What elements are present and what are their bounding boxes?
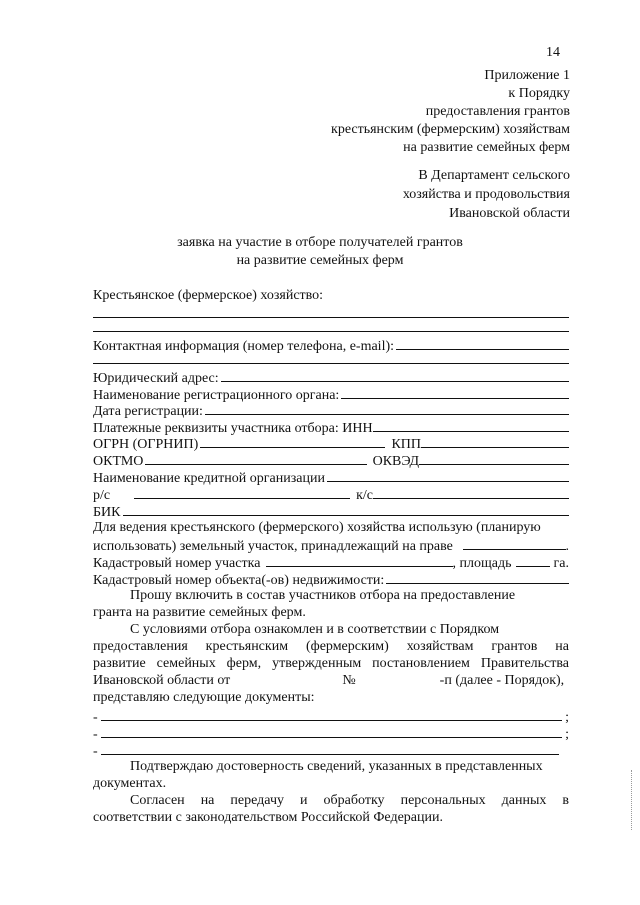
consent-line-1: Согласен на передачу и обработку персональных данных в [130, 793, 569, 808]
contact-input-line[interactable] [396, 336, 569, 350]
appendix-line: на развитие семейных ферм [403, 140, 570, 155]
ogrn-label: ОГРН (ОГРНИП) [93, 437, 199, 452]
land-right-input[interactable] [463, 536, 566, 550]
cadastral-label: Кадастровый номер участка [93, 556, 261, 571]
ha-label: га. [553, 556, 569, 571]
reg-authority-input[interactable] [341, 385, 569, 399]
conditions-region: Ивановской области от [93, 673, 231, 688]
conditions-tail: -п (далее - Порядок), [439, 673, 565, 688]
conditions-line-4 [93, 672, 569, 689]
land-line-1 [93, 519, 569, 536]
document-semicolon: ; [565, 727, 569, 742]
appendix-line: крестьянским (фермерским) хозяйствам [331, 122, 570, 137]
land-text-2: использовать) земельный участок, принадлежащий на праве [93, 539, 453, 554]
kpp-input[interactable] [421, 434, 569, 448]
conditions-line-3: развитие семейных ферм, утвержденным постановлением Правительства [93, 656, 569, 671]
consent-line-2: соответствии с законодательством Российской Федерации. [93, 810, 443, 825]
appendix-line: предоставления грантов [425, 104, 570, 119]
request-line-2: гранта на развитие семейных ферм. [93, 605, 306, 620]
oktmo-label: ОКТМО [93, 454, 144, 469]
farm-input-line-1[interactable] [93, 317, 569, 318]
reg-date-input[interactable] [205, 401, 569, 415]
addressee-line: В Департамент сельского [418, 168, 570, 183]
bank-name-input[interactable] [327, 468, 569, 482]
area-input[interactable] [516, 553, 550, 567]
document-semicolon: ; [565, 710, 569, 725]
addressee-line: хозяйства и продовольствия [402, 187, 570, 202]
ks-input[interactable] [373, 485, 569, 499]
bik-label: БИК [93, 505, 121, 520]
area-label: , площадь [452, 556, 512, 571]
conditions-paragraph [93, 621, 569, 706]
reg-authority-label: Наименование регистрационного органа: [93, 388, 340, 403]
confirm-line-1: Подтверждаю достоверность сведений, указанных в представленных [130, 759, 543, 774]
document-title [0, 234, 640, 270]
appendix-line: Приложение 1 [484, 68, 570, 83]
land-text-1: Для ведения крестьянского (фермерского) хозяйства использую (планирую [93, 520, 541, 535]
bik-input[interactable] [123, 502, 570, 516]
title-line-1: заявка на участие в отборе получателей грантов [177, 235, 463, 250]
farm-input-line-2[interactable] [93, 331, 569, 332]
document-dash: - [93, 744, 98, 759]
kpp-label: КПП [391, 437, 421, 452]
document-dash: - [93, 710, 98, 725]
title-line-2: на развитие семейных ферм [236, 253, 404, 268]
document-input[interactable] [101, 741, 559, 755]
cadastral-objects-label: Кадастровый номер объекта(-ов) недвижимости: [93, 573, 385, 588]
request-paragraph [93, 587, 569, 621]
oktmo-input[interactable] [145, 451, 366, 465]
cadastral-input[interactable] [266, 553, 452, 567]
addressee-line: Ивановской области [449, 206, 570, 221]
ks-label: к/с [356, 488, 373, 503]
conditions-line-2: предоставления крестьянским (фермерским) хозяйствам грантов на [93, 639, 569, 654]
consent-paragraph [93, 792, 569, 826]
cadastral-objects-input[interactable] [386, 570, 569, 584]
scan-edge-mark [631, 770, 636, 830]
request-line-1 [93, 587, 569, 604]
okved-label: ОКВЭД [372, 454, 419, 469]
legal-address-label: Юридический адрес: [93, 371, 219, 386]
conditions-line-5: представляю следующие документы: [93, 690, 315, 705]
request-text-1: Прошу включить в состав участников отбора на предоставление [130, 588, 516, 603]
farm-field-row [93, 287, 569, 304]
confirm-line-2: документах. [93, 776, 167, 791]
land-period: . [565, 539, 569, 554]
inn-input[interactable] [373, 418, 569, 432]
ogrn-input[interactable] [200, 434, 385, 448]
number-sign: № [342, 673, 356, 688]
document-dash: - [93, 727, 98, 742]
legal-address-input[interactable] [221, 368, 569, 382]
bank-name-label: Наименование кредитной организации [93, 471, 325, 486]
rs-label: р/с [93, 488, 111, 503]
contact-label: Контактная информация (номер телефона, e-mail): [93, 339, 395, 354]
document-input[interactable] [101, 707, 562, 721]
rs-input[interactable] [134, 485, 350, 499]
confirm-paragraph [93, 758, 569, 792]
farm-label: Крестьянское (фермерское) хозяйство: [93, 288, 324, 303]
payment-details-label: Платежные реквизиты участника отбора: ИНН [93, 421, 373, 436]
contact-input-line-2[interactable] [93, 363, 569, 364]
appendix-line: к Порядку [508, 86, 570, 101]
addressee-block [250, 166, 570, 223]
appendix-header [250, 67, 570, 157]
page-number: 14 [546, 45, 560, 60]
conditions-line-1: С условиями отбора ознакомлен и в соответствии с Порядком [130, 622, 500, 637]
contact-field-row [93, 336, 569, 355]
reg-date-label: Дата регистрации: [93, 404, 203, 419]
okved-input[interactable] [419, 451, 569, 465]
document-input[interactable] [101, 724, 562, 738]
